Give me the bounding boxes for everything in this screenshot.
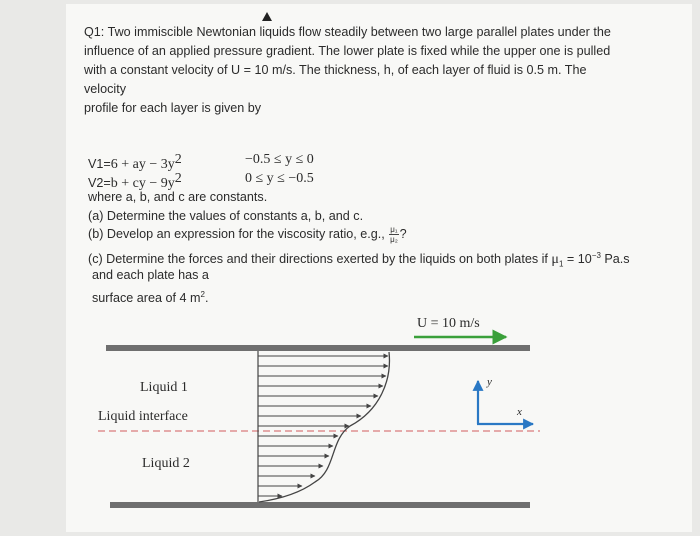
part-a: (a) Determine the values of constants a, b, and c. (88, 209, 364, 223)
constants-note: where a, b, and c are constants. (88, 190, 268, 204)
velocity-label: U = 10 m/s (417, 316, 480, 331)
liquid-interface-label: Liquid interface (98, 409, 188, 424)
question-line-2: influence of an applied pressure gradient. The lower plate is fixed while the upper one is pulled (84, 44, 611, 58)
lower-plate (110, 502, 530, 508)
equation-v2-range: 0 ≤ y ≤ −0.5 (245, 171, 314, 186)
equation-v1: V1=6 + ay − $3y^2$ (88, 152, 182, 173)
velocity-profile-curve (259, 352, 389, 502)
equation-v2: V2=b + cy − $9y^2$ (88, 171, 182, 192)
y-axis-label: y (487, 376, 492, 388)
part-c: (c) Determine the forces and their directions exerted by the liquids on both plates if $\mu_1 = 10^{-3}$ Pa.s (88, 251, 630, 269)
part-c-line-2: and each plate has a (92, 268, 209, 282)
part-b: (b) Develop an expression for the viscosity ratio, e.g., $\frac{\text{μ₁}}{\text{μ₂}}$ ? (88, 225, 407, 245)
question-line-1: Q1: Two immiscible Newtonian liquids flow steadily between two large parallel plates under the (84, 25, 611, 39)
upper-plate (106, 345, 530, 351)
viscosity-ratio-fraction: $\frac{\text{μ₁}}{\text{μ₂}}$ (390, 225, 398, 245)
part-c-line-3: surface area of 4 $m^2$. (92, 290, 209, 306)
equation-v1-range: −0.5 ≤ y ≤ 0 (245, 152, 314, 167)
x-axis-label: x (517, 406, 522, 418)
question-line-5: profile for each layer is given by (84, 101, 262, 115)
liquid-2-label: Liquid 2 (142, 456, 190, 471)
question-line-3: with a constant velocity of U = 10 m/s. The thickness, h, of each layer of fluid is 0.5 m. The (84, 63, 587, 77)
liquid-1-label: Liquid 1 (140, 380, 188, 395)
question-line-4: velocity (84, 82, 126, 96)
